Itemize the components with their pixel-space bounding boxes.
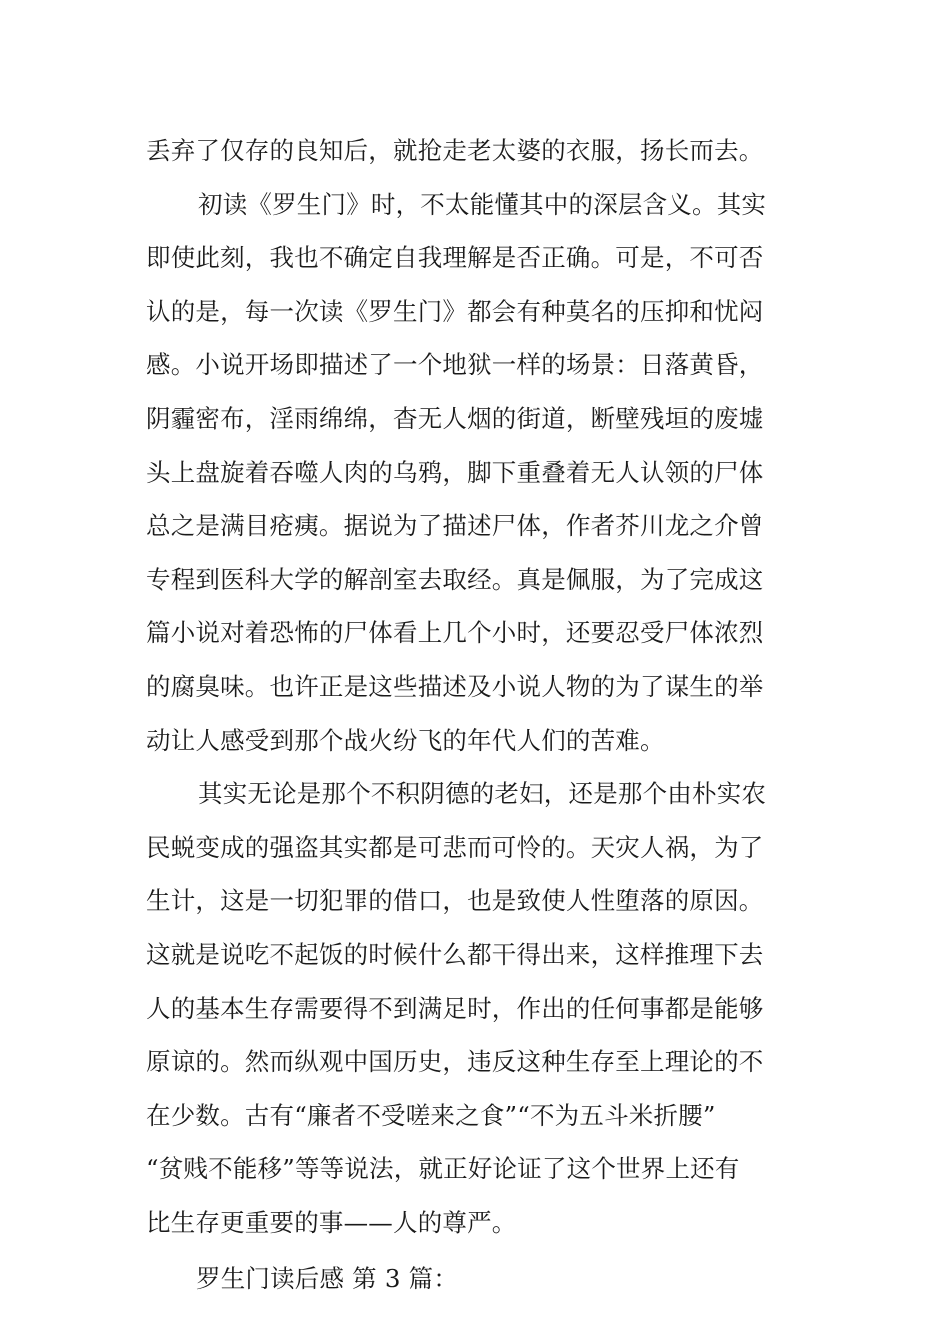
paragraph-line: 动让人感受到那个战火纷飞的年代人们的苦难。 [146, 725, 665, 755]
paragraph [146, 124, 810, 178]
section-heading: 罗生门读后感 第 3 篇： [196, 1264, 459, 1294]
paragraph-line: 丢弃了仅存的良知后，就抢走老太婆的衣服，扬长而去。 [146, 136, 764, 165]
paragraph-line: 感。小说开场即描述了一个地狱一样的场景：日落黄昏， [146, 350, 764, 380]
paragraph-line: 其实无论是那个不积阴德的老妇，还是那个由朴实农 [198, 779, 767, 809]
paragraph-line: 初读《罗生门》时，不太能懂其中的深层含义。其实 [198, 189, 767, 219]
paragraph-line: 头上盘旋着吞噬人肉的乌鸦，脚下重叠着无人认领的尸体 [146, 457, 764, 487]
paragraph-line: 生计，这是一切犯罪的借口，也是致使人性堕落的原因。 [146, 886, 764, 916]
paragraph-line: 民蜕变成的强盗其实都是可悲而可怜的。天灾人祸，为了 [146, 832, 764, 862]
paragraph-line: 的腐臭味。也许正是这些描述及小说人物的为了谋生的举 [146, 671, 764, 701]
paragraph-line: 原谅的。然而纵观中国历史，违反这种生存至上理论的不 [146, 1047, 764, 1077]
paragraph-line: 专程到医科大学的解剖室去取经。真是佩服，为了完成这 [146, 564, 764, 594]
paragraph-line: 认的是，每一次读《罗生门》都会有种莫名的压抑和忧闷 [146, 296, 764, 326]
paragraph-line: 阴霾密布，淫雨绵绵，杳无人烟的街道，断壁残垣的废墟 [146, 403, 764, 433]
paragraph-line: 篇小说对着恐怖的尸体看上几个小时，还要忍受尸体浓烈 [146, 618, 764, 648]
paragraph-line: 总之是满目疮痍。据说为了描述尸体，作者芥川龙之介曾 [146, 511, 764, 541]
paragraph [146, 178, 810, 768]
paragraph-line: “贫贱不能移”等等说法，就正好论证了这个世界上还有 [146, 1154, 740, 1184]
paragraph-line: 比生存更重要的事——人的尊严。 [146, 1207, 517, 1237]
paragraph-line: 人的基本生存需要得不到满足时，作出的任何事都是能够 [146, 993, 764, 1023]
paragraph-line: 这就是说吃不起饭的时候什么都干得出来，这样推理下去 [146, 939, 764, 969]
paragraph [146, 767, 810, 1249]
document-body [146, 124, 810, 1306]
paragraph-line: 即使此刻，我也不确定自我理解是否正确。可是，不可否 [146, 243, 764, 273]
paragraph-line: 在少数。古有“廉者不受嗟来之食”“不为五斗米折腰” [146, 1100, 716, 1130]
